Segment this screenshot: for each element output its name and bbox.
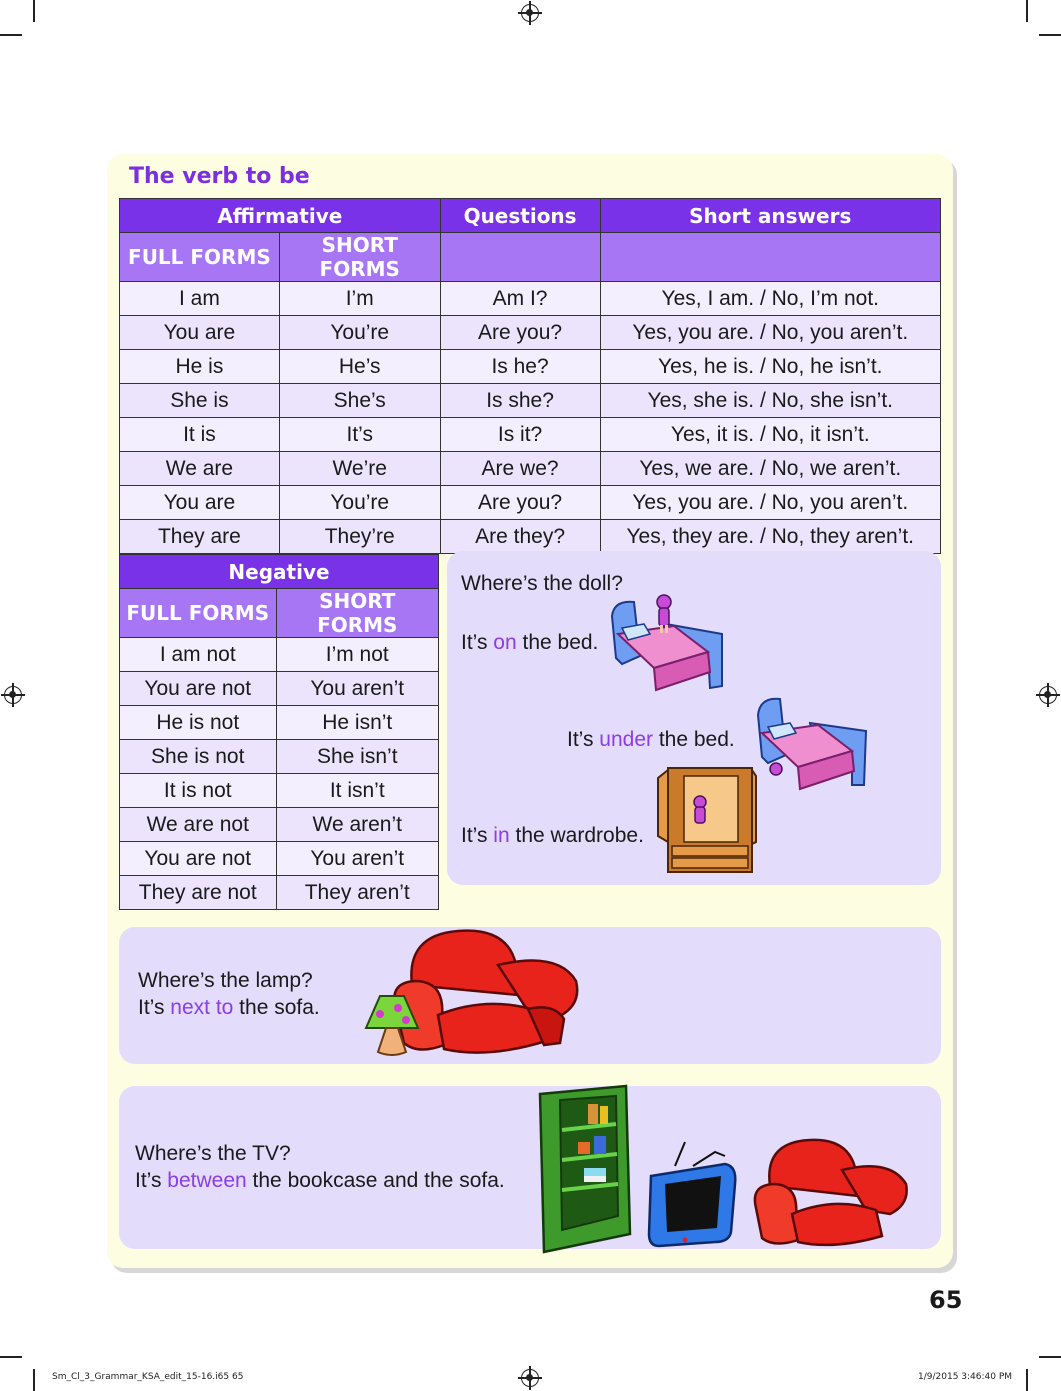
doll-question: Where’s the doll? bbox=[461, 572, 623, 595]
full-form: You are not bbox=[120, 842, 277, 876]
tv-icon bbox=[645, 1136, 741, 1248]
full-form: You are bbox=[120, 486, 280, 520]
short-form: You aren’t bbox=[276, 842, 438, 876]
full-form: It is not bbox=[120, 774, 277, 808]
sentence-start: It’s bbox=[135, 1169, 168, 1192]
sentence-end: the wardrobe. bbox=[509, 824, 644, 847]
table-row bbox=[120, 808, 439, 842]
sentence-end: the sofa. bbox=[233, 996, 320, 1019]
full-form: You are not bbox=[120, 672, 277, 706]
doll-under-sentence bbox=[567, 728, 735, 752]
subheader-short-forms: SHORT FORMS bbox=[279, 233, 440, 282]
question: Is she? bbox=[440, 384, 600, 418]
doll-in-sentence bbox=[461, 824, 644, 848]
short-answer: Yes, I am. / No, I’m not. bbox=[600, 282, 940, 316]
short-answer: Yes, you are. / No, you aren’t. bbox=[600, 486, 940, 520]
table-row bbox=[120, 638, 439, 672]
bed-doll-under-icon bbox=[748, 689, 872, 791]
full-form: We are bbox=[120, 452, 280, 486]
sentence-end: the bed. bbox=[516, 631, 599, 654]
question: Are you? bbox=[440, 486, 600, 520]
print-slug-right: 1/9/2015 3:46:40 PM bbox=[918, 1372, 1013, 1382]
crop-mark bbox=[1026, 1369, 1028, 1391]
registration-mark-icon bbox=[521, 1369, 539, 1387]
full-form: He is bbox=[120, 350, 280, 384]
question: Are they? bbox=[440, 520, 600, 554]
preposition-in: in bbox=[493, 824, 510, 847]
short-answer: Yes, it is. / No, it isn’t. bbox=[600, 418, 940, 452]
short-form: He’s bbox=[279, 350, 440, 384]
question: Is he? bbox=[440, 350, 600, 384]
short-form: I’m bbox=[279, 282, 440, 316]
preposition-under: under bbox=[599, 728, 654, 751]
lamp-icon bbox=[362, 994, 422, 1058]
short-form: You aren’t bbox=[276, 672, 438, 706]
short-form: We’re bbox=[279, 452, 440, 486]
short-form: He isn’t bbox=[276, 706, 438, 740]
table-row bbox=[120, 876, 439, 910]
full-form: You are bbox=[120, 316, 280, 350]
sentence-start: It’s bbox=[461, 824, 494, 847]
question: Are you? bbox=[440, 316, 600, 350]
negative-table bbox=[119, 554, 439, 910]
doll-on-sentence bbox=[461, 631, 598, 655]
header-negative: Negative bbox=[120, 555, 439, 589]
registration-mark-icon bbox=[1039, 686, 1057, 704]
crop-mark bbox=[33, 0, 35, 22]
page-number: 65 bbox=[929, 1286, 963, 1314]
table-row bbox=[120, 350, 941, 384]
short-form: They aren’t bbox=[276, 876, 438, 910]
sentence-start: It’s bbox=[138, 996, 171, 1019]
short-form: You’re bbox=[279, 316, 440, 350]
crop-mark bbox=[1039, 34, 1061, 36]
short-answer: Yes, she is. / No, she isn’t. bbox=[600, 384, 940, 418]
full-form: It is bbox=[120, 418, 280, 452]
lamp-answer bbox=[138, 996, 320, 1020]
sentence-start: It’s bbox=[567, 728, 600, 751]
full-form: They are not bbox=[120, 876, 277, 910]
bed-doll-on-icon bbox=[604, 594, 728, 692]
sentence-end: the bookcase and the sofa. bbox=[246, 1169, 505, 1192]
page-title: The verb to be bbox=[129, 164, 310, 189]
header-questions: Questions bbox=[440, 199, 600, 233]
short-form: She isn’t bbox=[276, 740, 438, 774]
wardrobe-doll-in-icon bbox=[658, 764, 758, 876]
full-form: She is not bbox=[120, 740, 277, 774]
crop-mark bbox=[0, 34, 22, 36]
table-row bbox=[120, 282, 941, 316]
short-form: It’s bbox=[279, 418, 440, 452]
subheader-full-forms: FULL FORMS bbox=[120, 589, 277, 638]
full-form: I am bbox=[120, 282, 280, 316]
short-form: They’re bbox=[279, 520, 440, 554]
full-form: She is bbox=[120, 384, 280, 418]
table-row bbox=[120, 842, 439, 876]
table-row bbox=[120, 316, 941, 350]
registration-mark-icon bbox=[4, 686, 22, 704]
table-row bbox=[120, 672, 439, 706]
full-form: I am not bbox=[120, 638, 277, 672]
bookcase-icon bbox=[538, 1084, 634, 1254]
table-row bbox=[120, 418, 941, 452]
preposition-between: between bbox=[167, 1169, 247, 1192]
sentence-end: the bed. bbox=[653, 728, 735, 751]
crop-mark bbox=[33, 1369, 35, 1391]
table-row bbox=[120, 520, 941, 554]
crop-mark bbox=[1039, 1356, 1061, 1358]
table-row bbox=[120, 486, 941, 520]
crop-mark bbox=[1026, 0, 1028, 22]
full-form: They are bbox=[120, 520, 280, 554]
preposition-next-to: next to bbox=[170, 996, 234, 1019]
registration-mark-icon bbox=[521, 4, 539, 22]
header-short-answers: Short answers bbox=[600, 199, 940, 233]
tv-question: Where’s the TV? bbox=[135, 1142, 291, 1165]
full-form: We are not bbox=[120, 808, 277, 842]
print-slug-left: Sm_Cl_3_Grammar_KSA_edit_15-16.i65 65 bbox=[52, 1372, 244, 1382]
short-answer: Yes, you are. / No, you aren’t. bbox=[600, 316, 940, 350]
sentence-start: It’s bbox=[461, 631, 494, 654]
sofa-icon bbox=[750, 1136, 910, 1252]
short-answer: Yes, he is. / No, he isn’t. bbox=[600, 350, 940, 384]
tv-answer bbox=[135, 1169, 505, 1193]
table-row bbox=[120, 384, 941, 418]
short-form: It isn’t bbox=[276, 774, 438, 808]
table-row bbox=[120, 706, 439, 740]
affirmative-table bbox=[119, 198, 941, 554]
question: Are we? bbox=[440, 452, 600, 486]
lamp-question: Where’s the lamp? bbox=[138, 969, 313, 992]
short-answer: Yes, they are. / No, they aren’t. bbox=[600, 520, 940, 554]
short-form: We aren’t bbox=[276, 808, 438, 842]
subheader-short-forms: SHORT FORMS bbox=[276, 589, 438, 638]
short-form: I’m not bbox=[276, 638, 438, 672]
table-row bbox=[120, 774, 439, 808]
table-row bbox=[120, 452, 941, 486]
short-answer: Yes, we are. / No, we aren’t. bbox=[600, 452, 940, 486]
subheader-empty bbox=[440, 233, 600, 282]
crop-mark bbox=[0, 1356, 22, 1358]
subheader-empty bbox=[600, 233, 940, 282]
preposition-on: on bbox=[493, 631, 517, 654]
subheader-full-forms: FULL FORMS bbox=[120, 233, 280, 282]
question: Is it? bbox=[440, 418, 600, 452]
header-affirmative: Affirmative bbox=[120, 199, 441, 233]
table-row bbox=[120, 740, 439, 774]
question: Am I? bbox=[440, 282, 600, 316]
short-form: She’s bbox=[279, 384, 440, 418]
short-form: You’re bbox=[279, 486, 440, 520]
full-form: He is not bbox=[120, 706, 277, 740]
